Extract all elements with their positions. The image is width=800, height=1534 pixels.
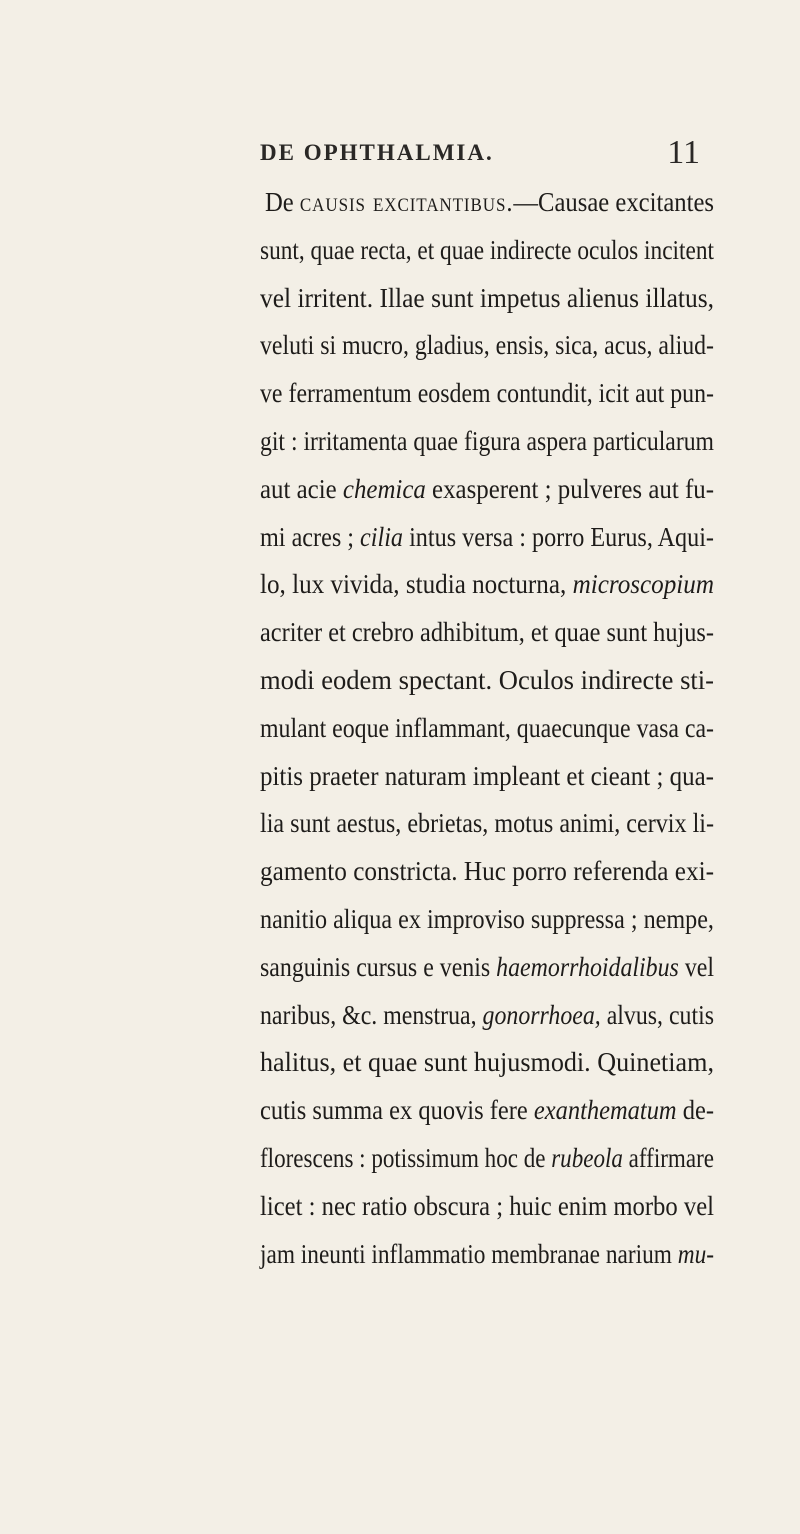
text-run: halitus, et quae sunt hujusmodi. Quinetiam,	[260, 1046, 714, 1078]
text-line	[260, 369, 714, 417]
text-run: de-	[676, 1094, 714, 1126]
text-run: exasperent ; pulveres aut fu-	[425, 472, 714, 504]
italic-term: rubeola	[551, 1142, 623, 1173]
text-run: jam ineunti inflammatio membranae narium	[260, 1237, 678, 1269]
page-number: 11	[667, 134, 700, 171]
running-head	[260, 134, 700, 180]
text-run: modi eodem spectant. Oculos indirecte sti-	[260, 664, 715, 695]
text-line	[260, 560, 714, 608]
text-line	[260, 752, 714, 800]
text-run: sunt, quae recta, et quae indirecte oculos incitent	[260, 233, 715, 265]
text-run: —Causae excitantes	[513, 186, 714, 217]
text-line	[260, 1038, 714, 1086]
text-run: licet : nec ratio obscura ; huic enim morbo vel	[260, 1189, 714, 1221]
text-run: aut acie	[260, 472, 343, 504]
text-line	[260, 608, 714, 656]
small-caps-heading: causis excitantibus.	[299, 186, 514, 217]
text-run: lia sunt aestus, ebrietas, motus animi, cervix li-	[260, 807, 715, 839]
italic-term: gonorrhoea,	[482, 998, 601, 1030]
text-run: vel irritent. Illae sunt impetus alienus illatus,	[260, 281, 714, 313]
text-run: alvus, cutis	[600, 998, 715, 1030]
text-run: veluti si mucro, gladius, ensis, sica, acus, aliud-	[260, 329, 714, 361]
text-run: ve ferramentum eosdem contundit, icit aut pun-	[260, 377, 715, 409]
text-line	[260, 226, 714, 274]
text-line	[265, 178, 714, 226]
italic-term: mu-	[677, 1237, 715, 1269]
text-run: acriter et crebro adhibitum, et quae sunt hujus-	[260, 616, 714, 648]
text-line	[260, 847, 714, 895]
text-line	[260, 895, 714, 943]
text-run: pitis praeter naturam impleant et cieant ; qua-	[260, 759, 714, 791]
italic-term: exanthematum	[533, 1094, 677, 1126]
text-run: gamento constricta. Huc porro referenda exi-	[260, 855, 715, 887]
italic-term: chemica	[342, 472, 426, 504]
text-line	[260, 1134, 714, 1182]
text-line	[260, 321, 714, 369]
text-line	[260, 656, 714, 704]
text-line	[260, 465, 714, 513]
italic-term: haemorrhoidalibus	[496, 950, 679, 982]
text-run: affirmare	[622, 1142, 714, 1173]
text-run: naribus, &c. menstrua,	[260, 998, 483, 1030]
text-line	[260, 1230, 714, 1278]
text-run: intus versa : porro Eurus, Aqui-	[403, 520, 714, 552]
text-line	[260, 943, 714, 991]
italic-term: microscopium	[572, 568, 714, 600]
text-line	[260, 513, 714, 561]
text-run: mulant eoque inflammant, quaecunque vasa ca-	[260, 711, 715, 743]
text-line	[260, 1182, 714, 1230]
text-line	[260, 274, 714, 322]
text-line	[260, 991, 714, 1039]
text-run: lo, lux vivida, studia nocturna,	[260, 568, 573, 600]
running-title: DE OPHTHALMIA.	[260, 140, 494, 165]
text-line	[260, 1086, 714, 1134]
text-run: cutis summa ex quovis fere	[260, 1094, 534, 1126]
text-run: vel	[678, 950, 715, 982]
text-line	[260, 799, 714, 847]
text-run: nanitio aliqua ex improviso suppressa ; nempe,	[260, 903, 714, 934]
text-run: De	[265, 186, 300, 217]
text-run: git : irritamenta quae figura aspera particularum	[260, 425, 714, 456]
text-line	[260, 417, 714, 465]
text-run: florescens : potissimum hoc de	[260, 1142, 552, 1173]
text-run: sanguinis cursus e venis	[260, 950, 497, 982]
italic-term: cilia	[360, 520, 404, 552]
text-line	[260, 704, 714, 752]
text-run: mi acres ;	[260, 520, 361, 552]
